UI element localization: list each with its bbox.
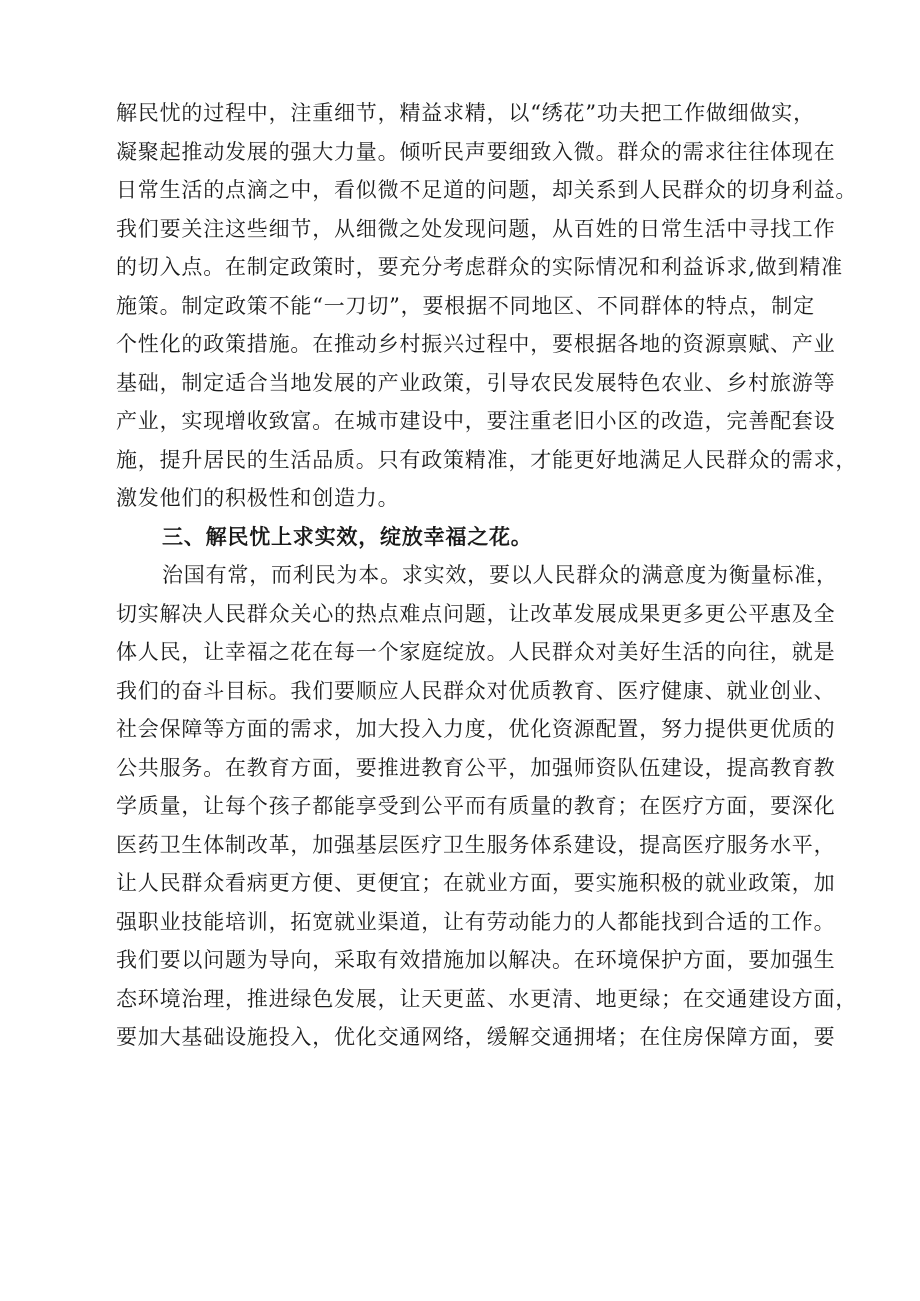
- paragraph-1: [116, 94, 858, 518]
- paragraph-line: 我们要以问题为导向，采取有效措施加以解决。在环境保护方面，要加强生: [116, 948, 836, 972]
- document-body: [116, 94, 858, 1057]
- paragraph-line: 我们的奋斗目标。我们要顺应人民群众对优质教育、医疗健康、就业创业、: [116, 678, 836, 703]
- paragraph-line: 让人民群众看病更方便、更便宜；在就业方面，要实施积极的就业政策，加: [116, 871, 836, 895]
- paragraph-line: 学质量，让每个孩子都能享受到公平而有质量的教育；在医疗方面，要深化: [116, 794, 836, 818]
- paragraph-line: 医药卫生体制改革，加强基层医疗卫生服务体系建设，提高医疗服务水平，: [116, 832, 836, 857]
- paragraph-line: 日常生活的点滴之中，看似微不足道的问题，却关系到人民群众的切身利益。: [116, 178, 858, 202]
- paragraph-line: 个性化的政策措施。在推动乡村振兴过程中，要根据各地的资源禀赋、产业: [116, 332, 836, 356]
- paragraph-line: 解民忧的过程中，注重细节，精益求精，以“绣花”功夫把工作做细做实，: [116, 101, 815, 125]
- paragraph-line: 我们要关注这些细节，从细微之处发现问题，从百姓的日常生活中寻找工作: [116, 216, 836, 241]
- paragraph-line: 体人民，让幸福之花在每一个家庭绽放。人民群众对美好生活的向往，就是: [116, 640, 836, 664]
- section-heading: 三、解民忧上求实效，绽放幸福之花。: [162, 524, 533, 549]
- paragraph-line: 社会保障等方面的需求，加大投入力度，优化资源配置，努力提供更优质的: [116, 717, 836, 741]
- paragraph-line: 治国有常，而利民为本。求实效，要以人民群众的满意度为衡量标准，: [162, 563, 838, 587]
- paragraph-line: 切实解决人民群众关心的热点难点问题，让改革发展成果更多更公平惠及全: [116, 601, 836, 626]
- paragraph-line: 基础，制定适合当地发展的产业政策，引导农民发展特色农业、乡村旅游等: [116, 370, 836, 395]
- paragraph-2: [116, 556, 858, 1057]
- paragraph-line: 施策。制定政策不能“一刀切”，要根据不同地区、不同群体的特点，制定: [116, 293, 815, 318]
- paragraph-line: 激发他们的积极性和创造力。: [116, 486, 400, 510]
- paragraph-line: 施，提升居民的生活品质。只有政策精准，才能更好地满足人民群众的需求，: [116, 447, 858, 472]
- paragraph-line: 强职业技能培训，拓宽就业渠道，让有劳动能力的人都能找到合适的工作。: [116, 909, 836, 934]
- paragraph-line: 要加大基础设施投入，优化交通网络，缓解交通拥堵；在住房保障方面，要: [116, 1025, 836, 1049]
- paragraph-line: 凝聚起推动发展的强大力量。倾听民声要细致入微。群众的需求往往体现在: [116, 139, 836, 164]
- paragraph-line: 公共服务。在教育方面，要推进教育公平，加强师资队伍建设，提高教育教: [116, 755, 836, 780]
- paragraph-line: 态环境治理，推进绿色发展，让天更蓝、水更清、地更绿；在交通建设方面，: [116, 986, 858, 1011]
- paragraph-line: 的切入点。在制定政策时，要充分考虑群众的实际情况和利益诉求,做到精准: [116, 255, 843, 279]
- paragraph-line: 产业，实现增收致富。在城市建设中，要注重老旧小区的改造，完善配套设: [116, 409, 836, 433]
